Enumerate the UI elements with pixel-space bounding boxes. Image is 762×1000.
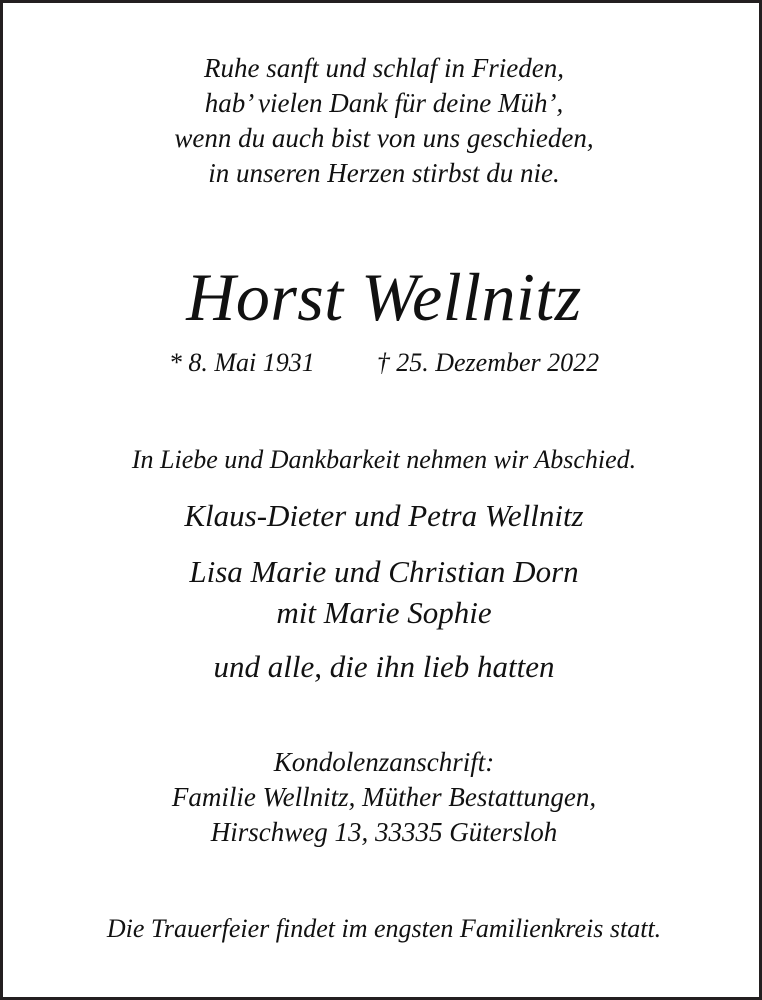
death-date: † 25. Dezember 2022: [376, 348, 600, 377]
mourner-line-2: Lisa Marie und Christian Dorn: [189, 554, 579, 589]
poem-line-3: wenn du auch bist von uns geschieden,: [174, 123, 594, 153]
deceased-name: Horst Wellnitz: [186, 259, 582, 335]
birth-date: * 8. Mai 1931: [168, 348, 315, 377]
farewell-text: In Liebe und Dankbarkeit nehmen wir Abschied.: [131, 445, 637, 474]
condolence-line-1: Familie Wellnitz, Müther Bestattungen,: [171, 782, 597, 812]
condolence-heading: Kondolenzanschrift:: [273, 747, 495, 777]
mourner-line-4: und alle, die ihn lieb hatten: [213, 649, 555, 684]
mourner-line-3: mit Marie Sophie: [276, 595, 492, 630]
condolence-line-2: Hirschweg 13, 33335 Gütersloh: [210, 817, 558, 847]
poem-line-1: Ruhe sanft und schlaf in Frieden,: [204, 53, 564, 83]
mourner-line-1: Klaus-Dieter und Petra Wellnitz: [184, 498, 584, 533]
poem-line-2: hab’ vielen Dank für deine Müh’,: [204, 88, 564, 118]
poem-line-4: in unseren Herzen stirbst du nie.: [208, 158, 560, 188]
funeral-note: Die Trauerfeier findet im engsten Familienkreis statt.: [106, 914, 662, 943]
life-dates: [3, 348, 762, 378]
